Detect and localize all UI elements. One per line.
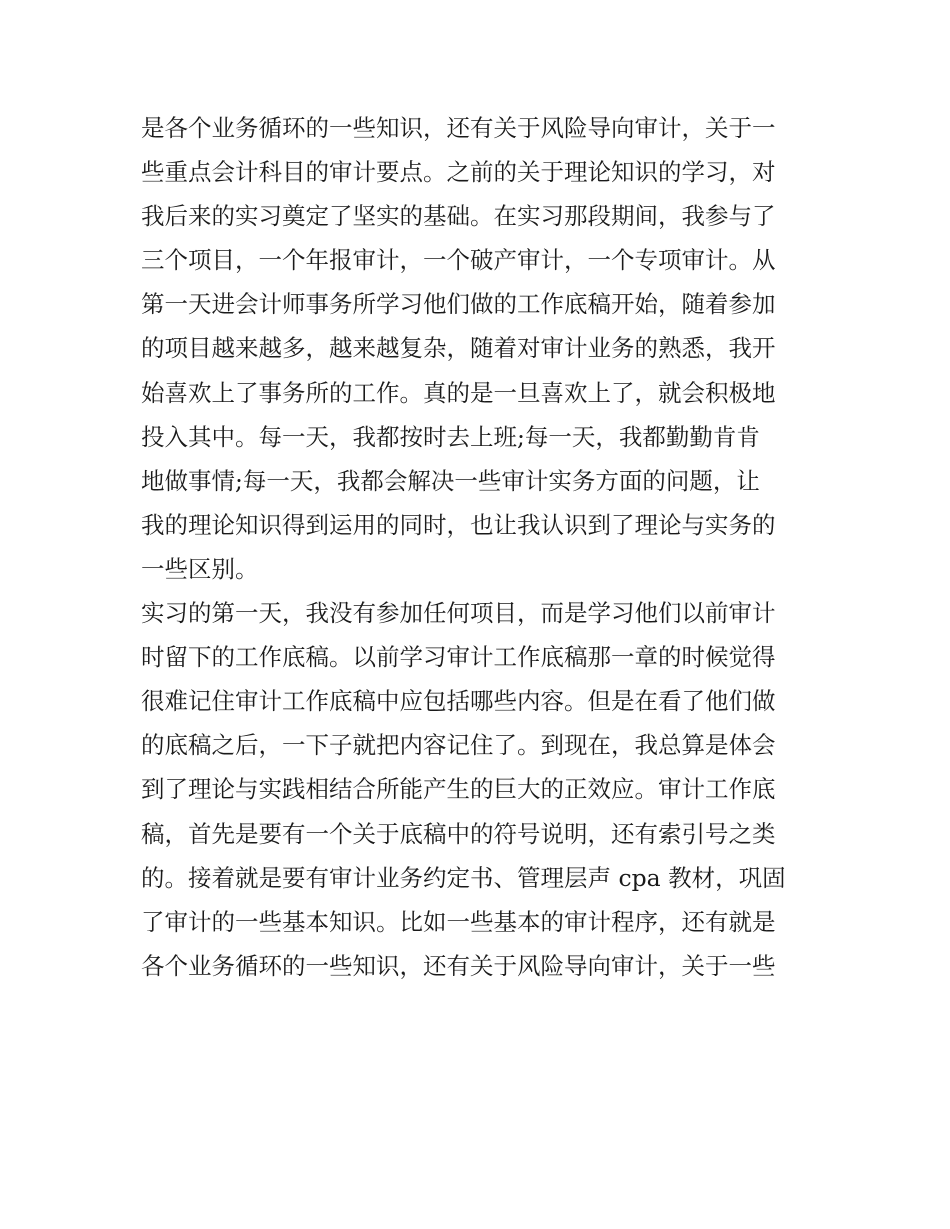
text-line: 我后来的实习奠定了坚实的基础。在实习那段期间，我参与了 [141,202,776,231]
text-line: 实习的第一天，我没有参加任何项目，而是学习他们以前审计 [141,599,776,628]
text-line: 的底稿之后，一下子就把内容记住了。到现在，我总算是体会 [141,731,776,760]
text-line: 的。接着就是要有审计业务约定书、管理层声 cpa 教材，巩固 [141,863,786,892]
text-line: 各个业务循环的一些知识，还有关于风险导向审计，关于一些 [141,951,776,980]
text-line: 第一天进会计师事务所学习他们做的工作底稿开始，随着参加 [141,290,776,319]
text-line: 地做事情;每一天，我都会解决一些审计实务方面的问题，让 [141,466,760,495]
text-line: 了审计的一些基本知识。比如一些基本的审计程序，还有就是 [141,907,776,936]
text-line: 很难记住审计工作底稿中应包括哪些内容。但是在看了他们做 [141,687,776,716]
text-line: 的项目越来越多，越来越复杂，随着对审计业务的熟悉，我开 [141,334,776,363]
text-line: 是各个业务循环的一些知识，还有关于风险导向审计，关于一 [141,114,776,142]
text-line: 些重点会计科目的审计要点。之前的关于理论知识的学习，对 [141,158,776,187]
text-line: 稿，首先是要有一个关于底稿中的符号说明，还有索引号之类 [141,819,776,848]
text-line: 到了理论与实践相结合所能产生的巨大的正效应。审计工作底 [141,775,776,804]
text-line: 我的理论知识得到运用的同时，也让我认识到了理论与实务的 [141,510,776,539]
text-line: 始喜欢上了事务所的工作。真的是一旦喜欢上了，就会积极地 [141,378,776,407]
text-line: 一些区别。 [141,554,259,583]
text-line: 投入其中。每一天，我都按时去上班;每一天，我都勤勤肯肯 [141,422,760,451]
body-text [141,106,813,988]
text-line: 三个项目，一个年报审计，一个破产审计，一个专项审计。从 [141,246,776,275]
text-line: 时留下的工作底稿。以前学习审计工作底稿那一章的时候觉得 [141,643,776,672]
